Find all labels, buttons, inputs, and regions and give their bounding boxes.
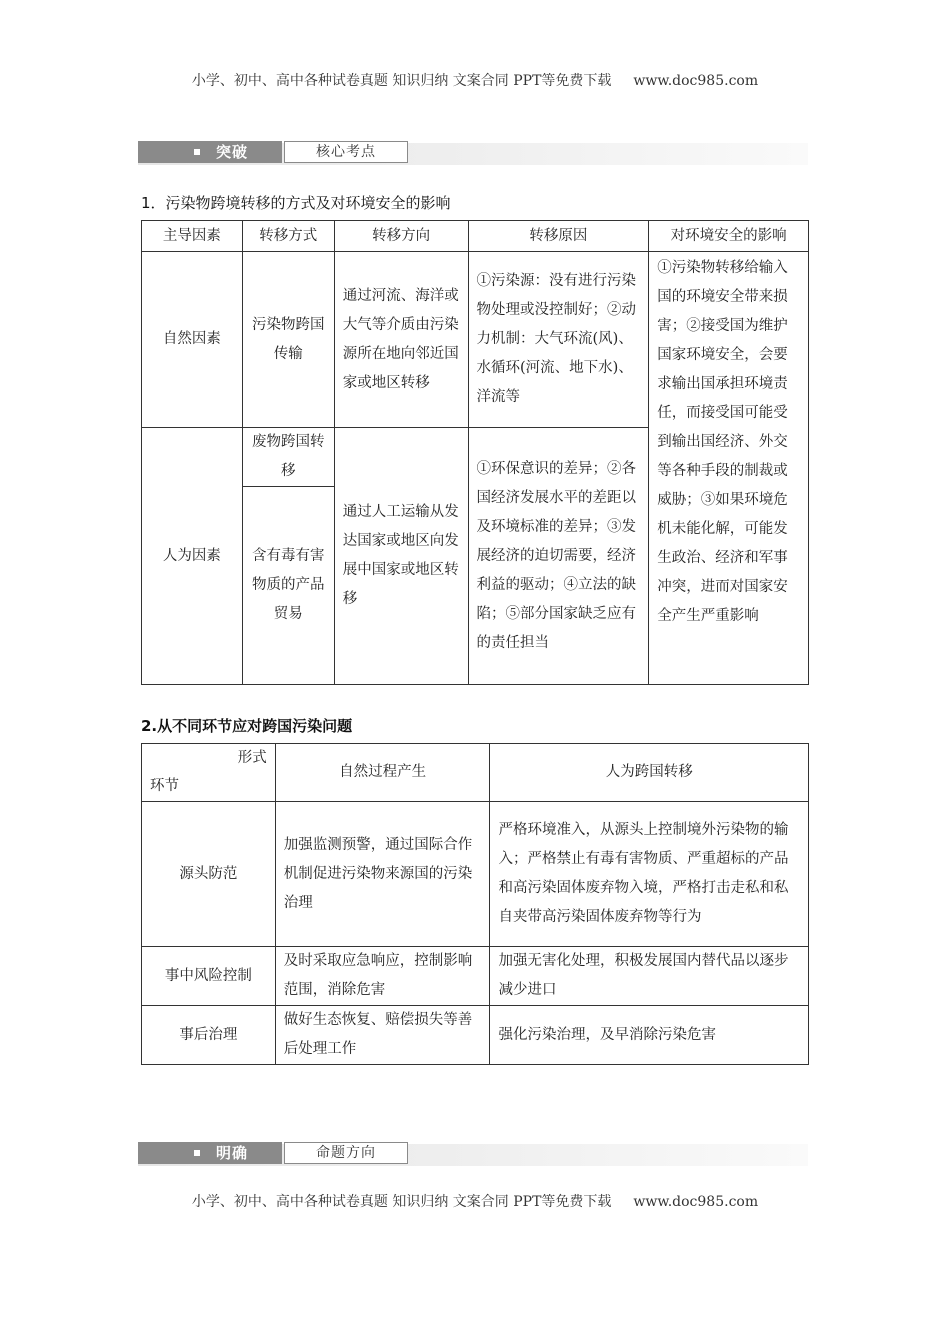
banner-light-label: 命题方向 — [284, 1142, 408, 1164]
header-cell: 主导因素 — [142, 221, 243, 252]
section2-title: 2.从不同环节应对跨国污染问题 — [141, 717, 353, 735]
header-url[interactable]: www.doc985.com — [633, 73, 759, 89]
direction-cell: 通过河流、海洋或大气等介质由污染源所在地向邻近国家或地区转移 — [334, 252, 468, 428]
banner-dark-block — [138, 1142, 282, 1164]
human-cell: 严格环境准入，从源头上控制境外污染物的输入；严格禁止有毒有害物质、严重超标的产品和高污染固体废弃物入境，严格打击走私和私自夹带高污染固体废弃物等行为 — [490, 802, 809, 947]
section-banner-breakthrough — [138, 141, 808, 165]
header-cell: 转移方向 — [334, 221, 468, 252]
table-header-row — [142, 744, 809, 802]
table-row — [142, 802, 809, 947]
header-text: 小学、初中、高中各种试卷真题 知识归纳 文案合同 PPT等免费下载 — [191, 73, 612, 89]
table-header-row — [142, 221, 809, 252]
pollution-transfer-table — [141, 220, 809, 685]
table-row — [142, 1006, 809, 1065]
mode-cell: 污染物跨国传输 — [242, 252, 334, 428]
natural-cell: 加强监测预警，通过国际合作机制促进污染物来源国的污染治理 — [275, 802, 490, 947]
stage-cell: 源头防范 — [142, 802, 276, 947]
mode-cell: 废物跨国转移 — [242, 428, 334, 487]
header-cell: 对环境安全的影响 — [649, 221, 809, 252]
header-cell: 自然过程产生 — [275, 744, 490, 802]
impact-cell: ①污染物转移给输入国的环境安全带来损害；②接受国为维护国家环境安全，会要求输出国承担环境责任，而接受国可能受到输出国经济、外交等各种手段的制裁或威胁；③如果环境危机未能化解，可能发生政治、经济和军事冲突，进而对国家安全产生严重影响 — [649, 252, 809, 685]
page-header — [0, 70, 950, 90]
human-cell: 加强无害化处理，积极发展国内替代品以逐步减少进口 — [490, 947, 809, 1006]
factor-cell: 人为因素 — [142, 428, 243, 685]
stage-cell: 事后治理 — [142, 1006, 276, 1065]
mode-cell: 含有毒有害物质的产品贸易 — [242, 487, 334, 685]
banner-light-label: 核心考点 — [284, 141, 408, 163]
header-cell: 转移原因 — [468, 221, 649, 252]
banner-dark-label: 明确 — [216, 1144, 249, 1162]
footer-url[interactable]: www.doc985.com — [633, 1194, 759, 1210]
response-stages-table — [141, 743, 809, 1065]
table-row — [142, 947, 809, 1006]
corner-bottom-label: 环节 — [150, 778, 179, 794]
corner-header-cell — [142, 744, 276, 802]
header-cell: 转移方式 — [242, 221, 334, 252]
page-footer — [0, 1191, 950, 1211]
natural-cell: 做好生态恢复、赔偿损失等善后处理工作 — [275, 1006, 490, 1065]
banner-dark-block — [138, 141, 282, 163]
natural-cell: 及时采取应急响应，控制影响范围，消除危害 — [275, 947, 490, 1006]
factor-cell: 自然因素 — [142, 252, 243, 428]
section1-title: 1．污染物跨境转移的方式及对环境安全的影响 — [141, 194, 451, 212]
stage-cell: 事中风险控制 — [142, 947, 276, 1006]
square-bullet-icon — [194, 1150, 200, 1156]
direction-cell: 通过人工运输从发达国家或地区向发展中国家或地区转移 — [334, 428, 468, 685]
header-cell: 人为跨国转移 — [490, 744, 809, 802]
banner-dark-label: 突破 — [216, 143, 249, 161]
corner-top-label: 形式 — [237, 750, 267, 766]
reason-cell: ①环保意识的差异；②各国经济发展水平的差距以及环境标准的差异；③发展经济的迫切需要，经济利益的驱动；④立法的缺陷；⑤部分国家缺乏应有的责任担当 — [468, 428, 649, 685]
square-bullet-icon — [194, 149, 200, 155]
human-cell: 强化污染治理，及早消除污染危害 — [490, 1006, 809, 1065]
footer-text: 小学、初中、高中各种试卷真题 知识归纳 文案合同 PPT等免费下载 — [191, 1194, 612, 1210]
section-banner-direction — [138, 1142, 808, 1166]
table-row — [142, 252, 809, 428]
reason-cell: ①污染源：没有进行污染物处理或没控制好；②动力机制：大气环流(风)、水循环(河流、地下水)、洋流等 — [468, 252, 649, 428]
